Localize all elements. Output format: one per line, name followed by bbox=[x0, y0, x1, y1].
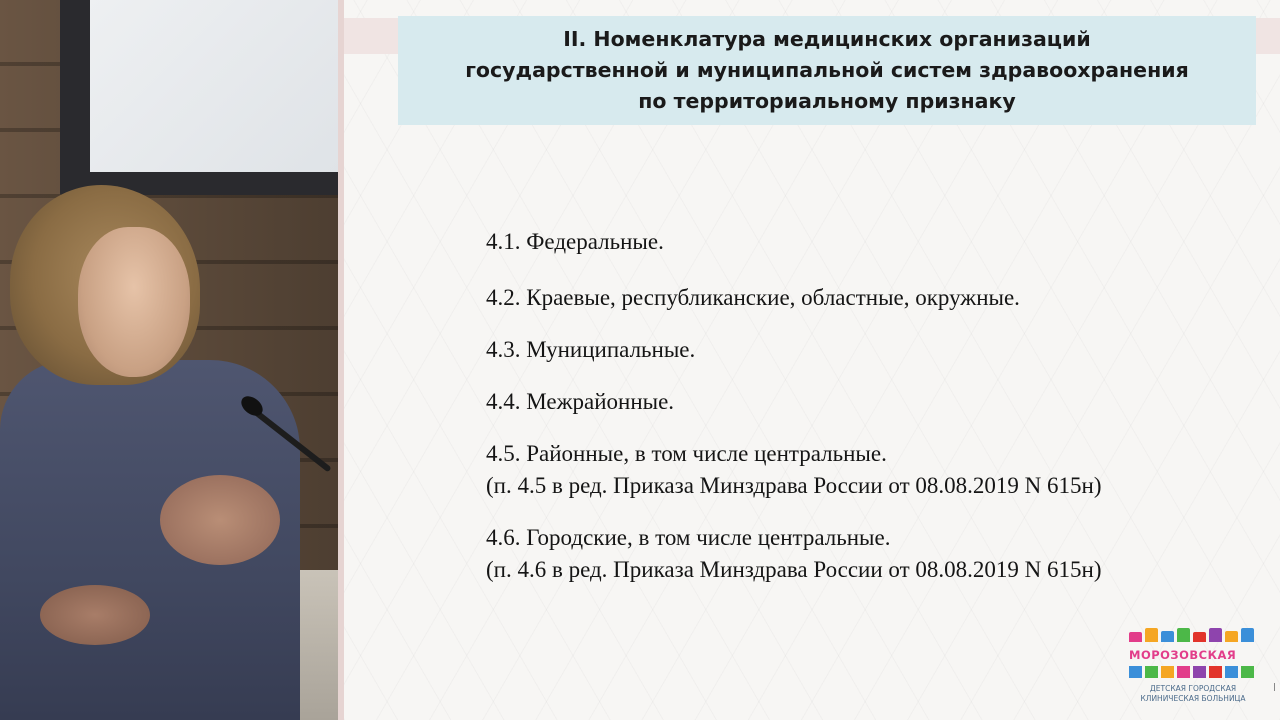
list-item-text: 4.2. Краевые, республиканские, областные, окружные. bbox=[486, 285, 1020, 310]
speaker-face bbox=[78, 227, 190, 377]
list-item-note: (п. 4.6 в ред. Приказа Минздрава России от 08.08.2019 N 615н) bbox=[486, 557, 1102, 582]
list-item bbox=[486, 522, 1246, 586]
presentation-slide bbox=[338, 0, 1280, 720]
list-item-text: 4.5. Районные, в том числе центральные. bbox=[486, 441, 887, 466]
list-item bbox=[486, 282, 1246, 314]
slide-title-line-3: по территориальному признаку bbox=[638, 89, 1016, 113]
slide-title-box bbox=[398, 16, 1256, 125]
slide-edge-mark bbox=[1274, 683, 1275, 691]
speaker-hand-with-clicker bbox=[40, 585, 150, 645]
projector-screen bbox=[60, 0, 338, 195]
list-item-text: 4.3. Муниципальные. bbox=[486, 337, 696, 362]
logo-wordmark: МОРОЗОВСКАЯ bbox=[1129, 648, 1237, 662]
slide-title-line-1: II. Номенклатура медицинских организаций bbox=[563, 27, 1091, 51]
list-item bbox=[486, 226, 1246, 258]
list-item-note: (п. 4.5 в ред. Приказа Минздрава России от 08.08.2019 N 615н) bbox=[486, 473, 1102, 498]
logo-castle-icon bbox=[1129, 626, 1257, 642]
nomenclature-list bbox=[486, 226, 1246, 606]
slide-title-line-2: государственной и муниципальной систем здравоохранения bbox=[465, 58, 1189, 82]
list-item bbox=[486, 438, 1246, 502]
list-item-text: 4.4. Межрайонные. bbox=[486, 389, 675, 414]
projector-screen-surface bbox=[90, 0, 338, 172]
list-item-text: 4.6. Городские, в том числе центральные. bbox=[486, 525, 891, 550]
speaker-video bbox=[0, 0, 338, 720]
morozovskaya-logo bbox=[1129, 626, 1257, 720]
speaker-hands bbox=[160, 475, 280, 565]
list-item bbox=[486, 386, 1246, 418]
logo-subtitle-line-1: ДЕТСКАЯ ГОРОДСКАЯ bbox=[1149, 684, 1237, 693]
list-item bbox=[486, 334, 1246, 366]
speaker-figure bbox=[0, 185, 300, 720]
logo-subtitle-line-2: КЛИНИЧЕСКАЯ БОЛЬНИЦА bbox=[1140, 694, 1246, 703]
logo-base-blocks-icon bbox=[1129, 666, 1257, 678]
list-item-text: 4.1. Федеральные. bbox=[486, 229, 664, 254]
